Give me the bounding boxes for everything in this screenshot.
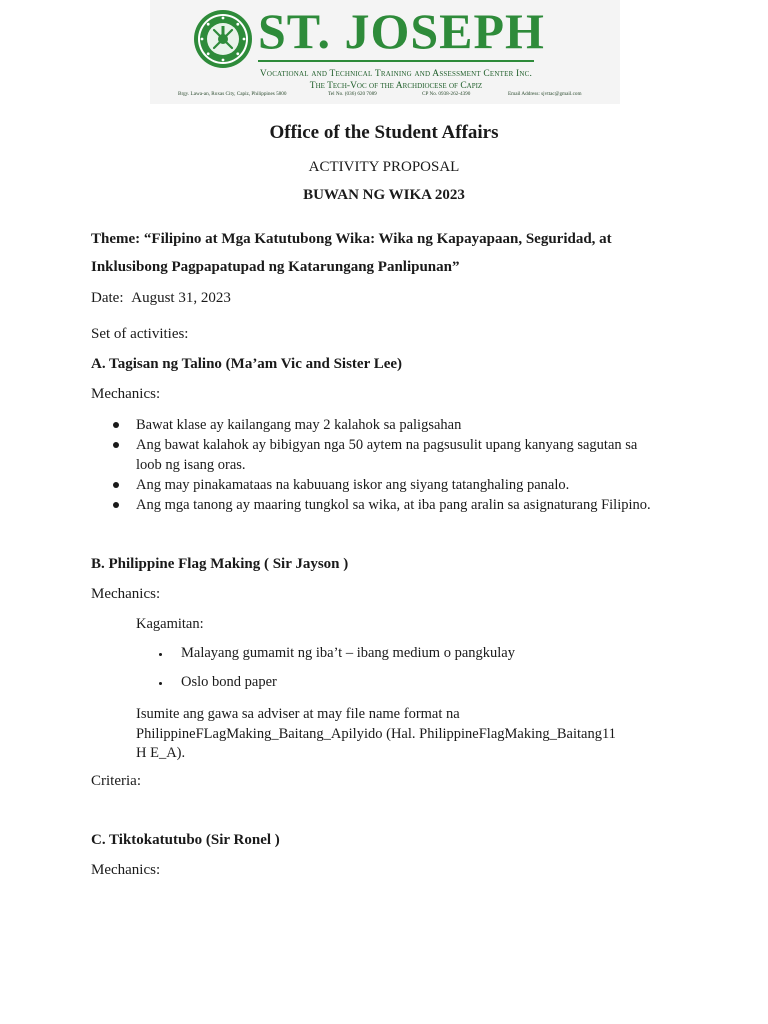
contact-cp: CP No. 0938-262-4390	[422, 91, 471, 97]
contact-address: Brgy. Lawa-an, Roxas City, Capiz, Philippines 5800	[178, 91, 287, 97]
document-page: ST. JOSEPH Vocational and Technical Training and Assessment Center Inc. The Tech-Voc of the Archdiocese of Capiz Brgy. Lawa-an, Roxas City, Capiz, Philippines 5800 Tel No. (036) 620 7089 CP No. 0938-262-4390 Email Address: sjvttac@gmail.com Office of the Student Affairs ACTIVITY PROPOSAL BUWAN NG WIKA 2023 Theme: “Filipino at Mga Katutubong Wika: Wika ng Kapayapaan, Seguridad, at Inklusibong Pagpapatupad ng Katarungang Panlipunan” Date: August 31, 2023 Set of activities: A. Tagisan ng Talino (Ma’am Vic and Sister Lee) Mechanics: Bawat klase ay kailangang may 2 kalahok sa paligsahan Ang bawat kalahok ay bibigyan nga 50 aytem na pagsusulit upang kanyang sagutan sa loob ng isang oras. Ang may pinakamataas na kabuuang iskor ang siyang tatanghaling panalo. Ang mga tanong ay maaring tungkol sa wika, at iba pang aralin sa asignaturang Filipino. B. Philippine Flag Making ( Sir Jayson ) Mechanics: Kagamitan: Malayang gumamit ng iba’t – ibang medium o pangkulay Oslo bond paper Isumite ang gawa sa adviser at may file name format na PhilippineFLagMaking_Baitang_Apilyido (Hal. PhilippineFlagMaking_Baitang11 H E_A). Criteria: C. Tiktokatutubo (Sir Ronel ) Mechanics:	[0, 0, 768, 1024]
submit-line-1: Isumite ang gawa sa adviser at may file name format na	[136, 706, 460, 722]
activity-a-mechanics-label: Mechanics:	[91, 386, 161, 402]
activity-a-title: A. Tagisan ng Talino (Ma’am Vic and Sister Lee)	[91, 356, 403, 372]
proposal-heading: ACTIVITY PROPOSAL	[308, 159, 460, 175]
theme-block	[91, 225, 691, 281]
bullet-icon	[113, 422, 119, 428]
activity-b-mechanics-label: Mechanics:	[91, 586, 161, 602]
institution-seal-icon	[193, 9, 253, 69]
material-item: Oslo bond paper	[181, 674, 277, 690]
submission-instructions	[136, 705, 676, 764]
activity-c-mechanics-label: Mechanics:	[91, 862, 161, 878]
institution-subtitle: Vocational and Technical Training and Assessment Center Inc.	[259, 69, 533, 79]
theme-line-2: Inklusibong Pagpapatupad ng Katarungang Panlipunan”	[91, 259, 460, 275]
theme-line-1: Theme: “Filipino at Mga Katutubong Wika: Wika ng Kapayapaan, Seguridad, at	[91, 231, 612, 247]
activities-label: Set of activities:	[91, 326, 189, 342]
contact-email: Email Address: sjvttac@gmail.com	[508, 91, 582, 97]
bullet-icon	[159, 682, 162, 685]
bullet-icon	[113, 442, 119, 448]
materials-label: Kagamitan:	[136, 616, 204, 632]
bullet-icon	[113, 502, 119, 508]
institution-tagline: The Tech-Voc of the Archdiocese of Capiz	[309, 81, 483, 91]
contact-tel: Tel No. (036) 620 7089	[328, 91, 377, 97]
bullet-icon	[113, 482, 119, 488]
office-title: Office of the Student Affairs	[269, 122, 499, 143]
submit-line-2: PhilippineFLagMaking_Baitang_Apilyido (Hal. PhilippineFlagMaking_Baitang11	[136, 725, 616, 742]
institution-name: ST. JOSEPH	[258, 3, 545, 59]
event-heading: BUWAN NG WIKA 2023	[303, 187, 465, 203]
date-label: Date:	[91, 290, 124, 306]
brand-divider	[258, 60, 534, 62]
activity-c-title: C. Tiktokatutubo (Sir Ronel )	[91, 832, 280, 848]
contact-row	[178, 91, 608, 100]
date-value: August 31, 2023	[131, 290, 231, 306]
activity-b-title: B. Philippine Flag Making ( Sir Jayson )	[91, 556, 349, 572]
material-item: Malayang gumamit ng iba’t – ibang medium o pangkulay	[181, 645, 515, 661]
bullet-icon	[159, 653, 162, 656]
submit-line-3: H E_A).	[136, 745, 186, 761]
criteria-label: Criteria:	[91, 773, 141, 789]
date-line	[91, 290, 231, 307]
